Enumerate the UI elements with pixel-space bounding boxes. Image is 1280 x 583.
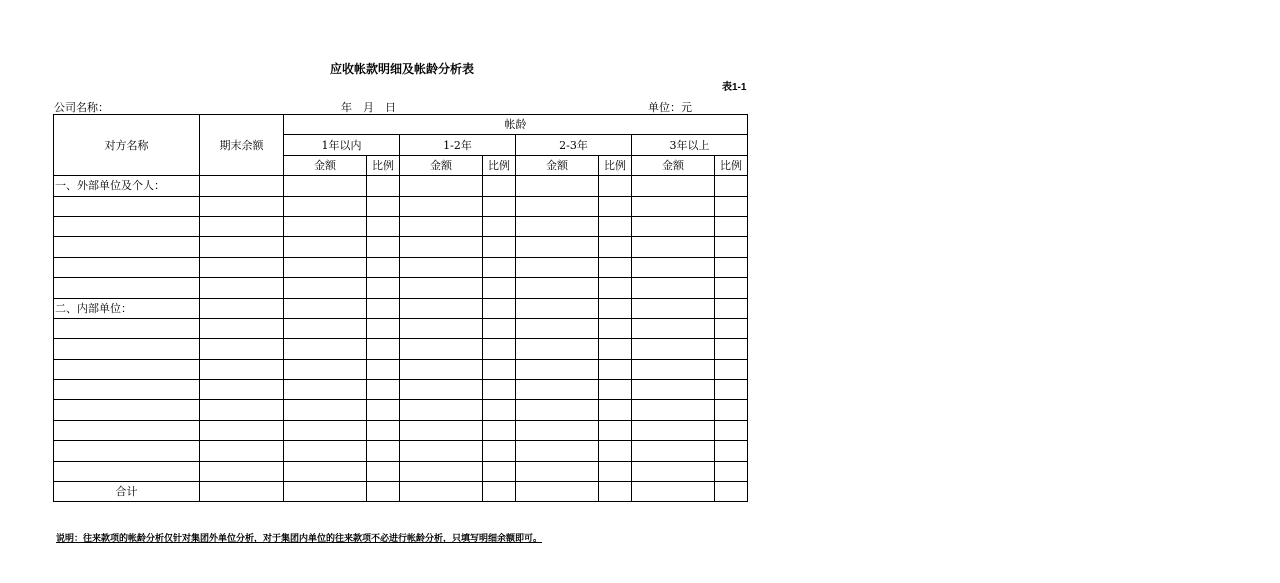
table-cell [715,441,748,461]
table-row [54,441,748,461]
table-cell [54,420,200,440]
table-cell [400,482,483,502]
table-cell [516,298,599,318]
table-cell [200,461,284,481]
table-cell [400,318,483,338]
header-amount: 金额 [632,155,715,175]
table-cell [516,216,599,236]
table-row [54,278,748,298]
table-cell [483,359,516,379]
table-cell [367,482,400,502]
table-row [54,216,748,236]
table-cell [632,400,715,420]
table-cell [632,380,715,400]
table-cell [632,441,715,461]
table-cell [632,318,715,338]
table-cell [715,318,748,338]
table-cell [400,196,483,216]
table-cell [400,339,483,359]
header-amount: 金额 [400,155,483,175]
table-cell [200,380,284,400]
table-cell [715,176,748,196]
table-cell [367,359,400,379]
table-cell [599,400,632,420]
table-cell [632,237,715,257]
table-cell [599,176,632,196]
section-internal-label: 二、内部单位： [54,298,200,318]
table-cell [284,441,367,461]
table-cell [284,400,367,420]
table-cell [483,298,516,318]
table-cell [367,257,400,277]
table-cell [632,420,715,440]
table-cell [516,237,599,257]
table-cell [200,237,284,257]
table-row [54,318,748,338]
table-cell [483,257,516,277]
table-cell [599,420,632,440]
table-cell [284,461,367,481]
table-cell [483,216,516,236]
table-cell [400,298,483,318]
table-cell [483,420,516,440]
header-ratio: 比例 [599,155,632,175]
table-cell [284,420,367,440]
table-cell [715,196,748,216]
table-cell [483,461,516,481]
table-cell [516,176,599,196]
table-cell [516,482,599,502]
total-label: 合计 [54,482,200,502]
table-cell [284,257,367,277]
table-row [54,420,748,440]
table-cell [54,318,200,338]
table-cell [200,400,284,420]
table-cell [54,441,200,461]
table-cell [632,196,715,216]
header-aging: 帐龄 [284,115,748,135]
table-cell [516,400,599,420]
table-cell [54,359,200,379]
table-row [54,380,748,400]
table-cell [715,380,748,400]
table-cell [715,339,748,359]
table-cell [400,257,483,277]
section-internal-row [54,298,748,318]
header-period: 1年以内 [284,135,400,155]
table-cell [599,278,632,298]
table-cell [400,441,483,461]
header-ratio: 比例 [715,155,748,175]
table-cell [400,420,483,440]
table-row [54,237,748,257]
table-cell [284,196,367,216]
table-cell [400,400,483,420]
table-cell [632,482,715,502]
table-cell [200,176,284,196]
table-cell [599,482,632,502]
table-cell [715,216,748,236]
table-cell [200,339,284,359]
table-cell [483,380,516,400]
table-cell [400,380,483,400]
table-cell [200,216,284,236]
table-cell [483,400,516,420]
table-cell [483,237,516,257]
table-cell [54,400,200,420]
table-cell [632,278,715,298]
table-cell [200,196,284,216]
table-cell [599,380,632,400]
table-cell [516,441,599,461]
table-cell [599,196,632,216]
table-cell [54,196,200,216]
table-cell [632,176,715,196]
table-cell [284,278,367,298]
footnote: 说明：往来款项的帐龄分析仅针对集团外单位分析，对于集团内单位的往来款项不必进行帐龄分析，只填写明细余额即可。 [56,534,543,544]
table-cell [200,359,284,379]
table-cell [367,318,400,338]
table-cell [715,359,748,379]
table-cell [632,257,715,277]
date-label: 年 月 日 [341,101,396,114]
unit-label: 单位：元 [648,101,692,114]
table-cell [400,176,483,196]
header-ratio: 比例 [367,155,400,175]
section-external-label: 一、外部单位及个人： [54,176,200,196]
table-cell [516,380,599,400]
table-cell [632,461,715,481]
table-cell [599,318,632,338]
table-cell [284,359,367,379]
table-cell [54,339,200,359]
table-cell [367,176,400,196]
table-cell [284,237,367,257]
table-cell [400,359,483,379]
table-cell [599,216,632,236]
table-cell [632,216,715,236]
table-cell [367,461,400,481]
table-cell [200,298,284,318]
table-cell [200,420,284,440]
table-cell [200,441,284,461]
table-cell [516,278,599,298]
table-cell [400,216,483,236]
table-cell [599,461,632,481]
table-row [54,461,748,481]
table-cell [284,176,367,196]
table-cell [483,339,516,359]
table-cell [715,482,748,502]
table-cell [516,257,599,277]
table-cell [715,420,748,440]
table-cell [284,339,367,359]
table-cell [632,298,715,318]
table-cell [367,298,400,318]
table-cell [54,237,200,257]
table-cell [400,461,483,481]
table-cell [599,237,632,257]
table-cell [284,482,367,502]
section-external-row [54,176,748,196]
table-cell [367,216,400,236]
table-cell [367,420,400,440]
table-cell [599,359,632,379]
table-cell [200,278,284,298]
header-counterparty: 对方名称 [54,115,200,176]
table-cell [483,482,516,502]
table-row [54,257,748,277]
table-cell [367,237,400,257]
header-amount: 金额 [516,155,599,175]
table-row [54,400,748,420]
table-cell [367,196,400,216]
table-number: 表1-1 [722,82,747,93]
table-cell [516,461,599,481]
table-cell [367,339,400,359]
page-title: 应收帐款明细及帐龄分析表 [330,62,475,76]
table-cell [516,196,599,216]
table-cell [200,257,284,277]
table-cell [54,257,200,277]
table-cell [599,339,632,359]
table-cell [54,216,200,236]
table-cell [284,298,367,318]
table-cell [367,380,400,400]
header-period: 3年以上 [632,135,748,155]
table-cell [483,196,516,216]
table-cell [715,278,748,298]
company-name-label: 公司名称： [54,101,109,114]
table-cell [516,359,599,379]
table-cell [599,298,632,318]
total-row [54,482,748,502]
table-cell [54,278,200,298]
table-cell [715,461,748,481]
table-cell [367,278,400,298]
table-cell [483,441,516,461]
table-cell [200,318,284,338]
table-cell [400,237,483,257]
header-ratio: 比例 [483,155,516,175]
table-cell [715,257,748,277]
table-cell [632,339,715,359]
table-cell [516,339,599,359]
header-amount: 金额 [284,155,367,175]
table-cell [599,257,632,277]
table-row [54,359,748,379]
aging-analysis-table [53,114,748,502]
table-cell [632,359,715,379]
table-cell [715,400,748,420]
table-cell [54,380,200,400]
table-cell [483,176,516,196]
table-cell [400,278,483,298]
table-cell [599,441,632,461]
header-period: 2-3年 [516,135,632,155]
table-cell [516,318,599,338]
table-cell [284,380,367,400]
table-cell [483,278,516,298]
table-cell [54,461,200,481]
table-cell [516,420,599,440]
table-cell [483,318,516,338]
header-period: 1-2年 [400,135,516,155]
table-cell [367,400,400,420]
header-ending-balance: 期末余额 [200,115,284,176]
table-cell [715,237,748,257]
table-cell [284,318,367,338]
table-cell [284,216,367,236]
table-cell [715,298,748,318]
table-cell [200,482,284,502]
table-row [54,339,748,359]
table-row [54,196,748,216]
table-cell [367,441,400,461]
